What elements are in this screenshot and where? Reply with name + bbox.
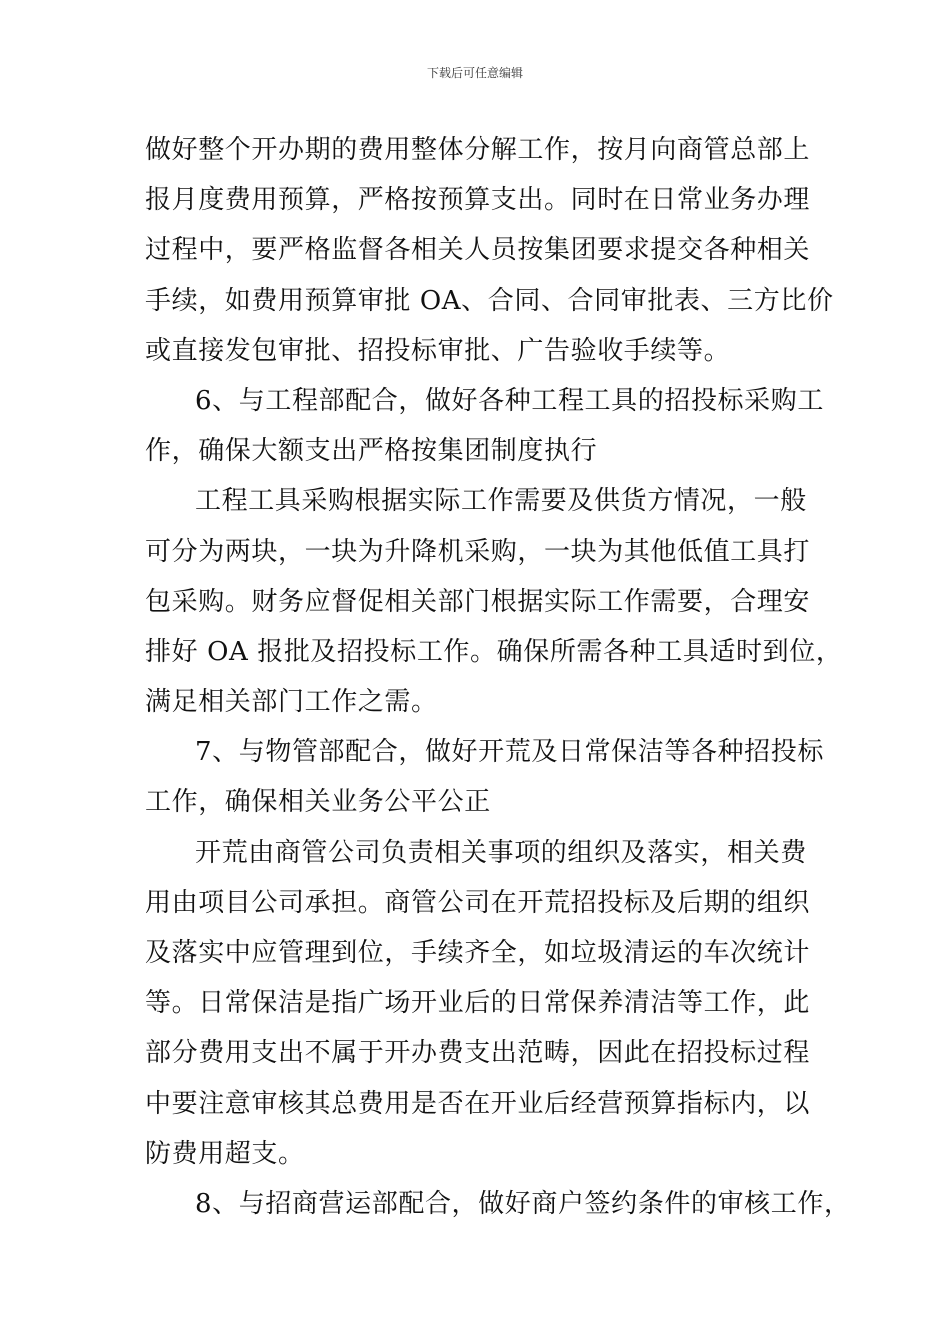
text-line: 用由项目公司承担。商管公司在开荒招投标及后期的组织 — [145, 887, 811, 918]
text-line: 过程中，要严格监督各相关人员按集团要求提交各种相关 — [145, 235, 811, 266]
text-line: 部分费用支出不属于开办费支出范畴，因此在招投标过程 — [145, 1038, 811, 1069]
text-line: 包采购。财务应督促相关部门根据实际工作需要，合理安 — [145, 586, 811, 617]
text-line: 及落实中应管理到位，手续齐全，如垃圾清运的车次统计 — [145, 938, 811, 968]
text-line: 或直接发包审批、招投标审批、广告验收手续等。 — [145, 335, 731, 366]
text-line: 中要注意审核其总费用是否在开业后经营预算指标内，以 — [145, 1088, 811, 1119]
text-line: 满足相关部门工作之需。 — [145, 687, 438, 718]
text-line: 防费用超支。 — [145, 1138, 305, 1169]
text-line: 8、与招商营运部配合，做好商户签约条件的审核工作， — [195, 1188, 851, 1219]
text-line: 报月度费用预算，严格按预算支出。同时在日常业务办理 — [145, 185, 811, 216]
text-line: 工作，确保相关业务公平公正 — [145, 787, 491, 818]
document-body — [145, 125, 851, 1229]
text-line: 开荒由商管公司负责相关事项的组织及落实，相关费 — [195, 837, 807, 868]
text-line: 等。日常保洁是指广场开业后的日常保养清洁等工作，此 — [145, 988, 811, 1019]
page-header: 下载后可任意编辑 — [426, 66, 523, 80]
text-line: 作，确保大额支出严格按集团制度执行 — [145, 436, 598, 467]
text-line: 手续，如费用预算审批 OA、合同、合同审批表、三方比价 — [145, 285, 834, 316]
text-line: 6、与工程部配合，做好各种工程工具的招投标采购工 — [195, 385, 824, 416]
text-line: 做好整个开办期的费用整体分解工作，按月向商管总部上 — [145, 135, 811, 165]
text-line: 可分为两块，一块为升降机采购，一块为其他低值工具打 — [145, 536, 811, 567]
text-line: 排好 OA 报批及招投标工作。确保所需各种工具适时到位， — [145, 636, 843, 667]
text-line: 工程工具采购根据实际工作需要及供货方情况，一般 — [195, 486, 807, 517]
text-line: 7、与物管部配合，做好开荒及日常保洁等各种招投标 — [195, 737, 824, 768]
